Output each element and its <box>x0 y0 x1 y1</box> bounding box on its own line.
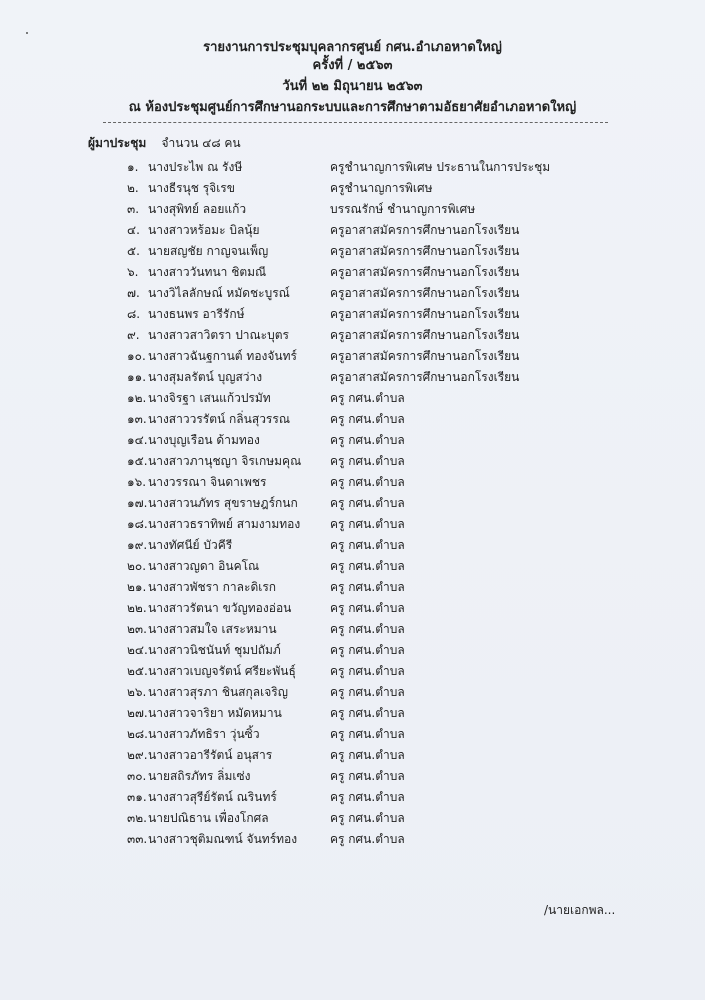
attendee-name: นางสาวภัทธิรา วุ่นซิ้ว <box>148 727 260 741</box>
attendee-row <box>0 788 705 809</box>
attendee-role: ครู กศน.ตำบล <box>330 811 405 825</box>
attendee-row <box>0 830 705 851</box>
attendee-name: นางสาวอารีรัตน์ อนุสาร <box>148 748 273 762</box>
attendee-row <box>0 368 705 389</box>
attendee-number: ๓. <box>127 202 140 216</box>
attendee-row <box>0 389 705 410</box>
attendee-row <box>0 641 705 662</box>
attendee-row <box>0 473 705 494</box>
attendee-role: ครู กศน.ตำบล <box>330 685 405 699</box>
attendee-number: ๒๕. <box>127 664 148 678</box>
attendee-number: ๒๑. <box>127 580 147 594</box>
attendee-number: ๒๔. <box>127 643 148 657</box>
attendee-row <box>0 221 705 242</box>
attendee-role: ครู กศน.ตำบล <box>330 517 405 531</box>
scan-speck <box>26 32 28 34</box>
attendee-role: ครูอาสาสมัครการศึกษานอกโรงเรียน <box>330 286 520 300</box>
attendee-role: ครู กศน.ตำบล <box>330 391 405 405</box>
attendee-number: ๓๑. <box>127 790 147 804</box>
attendee-name: นางทัศนีย์ บัวคีรี <box>148 538 233 552</box>
attendee-name: นางสาวญดา อินคโณ <box>148 559 260 573</box>
attendee-name: นางสาวชุติมณฑน์ จันทร์ทอง <box>148 832 298 846</box>
attendee-name: นางสาวสุรีย์รัตน์ ณรินทร์ <box>148 790 277 804</box>
attendee-row <box>0 809 705 830</box>
attendee-row <box>0 452 705 473</box>
attendee-number: ๑๖. <box>127 475 147 489</box>
attendee-row <box>0 599 705 620</box>
attendee-row <box>0 305 705 326</box>
attendee-role: ครู กศน.ตำบล <box>330 559 405 573</box>
attendee-name: นางสาวสาวิตรา ปาณะบุตร <box>148 328 289 342</box>
attendee-number: ๖. <box>127 265 139 279</box>
attendee-row <box>0 767 705 788</box>
attendee-role: ครู กศน.ตำบล <box>330 496 405 510</box>
attendee-row <box>0 578 705 599</box>
attendee-role: ครู กศน.ตำบล <box>330 832 405 846</box>
attendee-name: นางสุพิทย์ ลอยแก้ว <box>148 202 247 216</box>
report-title: รายงานการประชุมบุคลากรศูนย์ กศน.อำเภอหาดใหญ่ <box>203 40 502 55</box>
attendees-count: จำนวน ๔๘ คน <box>161 136 241 150</box>
attendee-role: ครู กศน.ตำบล <box>330 580 405 594</box>
attendee-name: นางสาวนภัทร สุขราษฎร์กนก <box>148 496 298 510</box>
attendee-role: ครูอาสาสมัครการศึกษานอกโรงเรียน <box>330 328 520 342</box>
meeting-date: วันที่ ๒๒ มิถุนายน ๒๕๖๓ <box>282 79 423 94</box>
attendees-label: ผู้มาประชุม <box>88 136 147 150</box>
attendee-row <box>0 347 705 368</box>
attendee-role: ครู กศน.ตำบล <box>330 664 405 678</box>
attendee-row <box>0 725 705 746</box>
attendee-name: นางสาวนิชนันท์ ชุมปถัมภ์ <box>148 643 281 657</box>
attendee-role: ครู กศน.ตำบล <box>330 601 405 615</box>
attendee-role: บรรณรักษ์ ชำนาญการพิเศษ <box>330 202 476 216</box>
attendee-role: ครู กศน.ตำบล <box>330 412 405 426</box>
attendee-row <box>0 326 705 347</box>
attendee-name: นางสาวสุรภา ชินสกุลเจริญ <box>148 685 288 699</box>
attendee-number: ๑๘. <box>127 517 148 531</box>
attendee-name: นางสาววรรัตน์ กลิ่นสุวรรณ <box>148 412 290 426</box>
attendee-role: ครู กศน.ตำบล <box>330 454 405 468</box>
attendee-row <box>0 158 705 179</box>
attendee-name: นางบุญเรือน ด้ามทอง <box>148 433 260 447</box>
attendee-number: ๒๓. <box>127 622 147 636</box>
attendee-number: ๑๐. <box>127 349 146 363</box>
attendee-row <box>0 179 705 200</box>
attendee-number: ๕. <box>127 244 140 258</box>
attendee-name: นางสาวรัตนา ขวัญทองอ่อน <box>148 601 292 615</box>
attendee-name: นางสาวเบญจรัตน์ ศรียะพันธุ์ <box>148 664 296 678</box>
attendee-row <box>0 515 705 536</box>
attendee-name: นางธนพร อารีรักษ์ <box>148 307 245 321</box>
attendee-number: ๘. <box>127 307 141 321</box>
attendee-number: ๒. <box>127 181 139 195</box>
attendees-heading <box>88 134 241 153</box>
attendee-number: ๑๔. <box>127 433 148 447</box>
attendee-role: ครูอาสาสมัครการศึกษานอกโรงเรียน <box>330 244 520 258</box>
attendee-name: นางสาวพัชรา กาละดิเรก <box>148 580 277 594</box>
attendee-number: ๑๒. <box>127 391 147 405</box>
attendee-role: ครู กศน.ตำบล <box>330 622 405 636</box>
attendee-name: นางวิไลลักษณ์ หมัดชะบูรณ์ <box>148 286 290 300</box>
continuation-note: /นายเอกพล... <box>544 903 616 917</box>
attendee-role: ครูอาสาสมัครการศึกษานอกโรงเรียน <box>330 370 520 384</box>
attendee-name: นางสาวจาริยา หมัดหมาน <box>148 706 282 720</box>
attendee-name: นางสุมลรัตน์ บุญสว่าง <box>148 370 263 384</box>
attendee-role: ครู กศน.ตำบล <box>330 538 405 552</box>
attendee-role: ครู กศน.ตำบล <box>330 706 405 720</box>
attendee-role: ครู กศน.ตำบล <box>330 433 405 447</box>
attendee-number: ๓๓. <box>127 832 148 846</box>
attendee-number: ๒๐. <box>127 559 147 573</box>
attendee-row <box>0 200 705 221</box>
attendee-row <box>0 494 705 515</box>
attendee-name: นางจิรฐา เสนแก้วปรมัท <box>148 391 271 405</box>
attendee-number: ๙. <box>127 328 140 342</box>
attendee-row <box>0 263 705 284</box>
meeting-location: ณ ห้องประชุมศูนย์การศึกษานอกระบบและการศึกษาตามอัธยาศัยอำเภอหาดใหญ่ <box>128 100 577 115</box>
attendee-number: ๒๗. <box>127 706 148 720</box>
attendee-name: นางสาวธราทิพย์ สามงามทอง <box>148 517 301 531</box>
attendee-number: ๑๗. <box>127 496 148 510</box>
attendee-role: ครู กศน.ตำบล <box>330 727 405 741</box>
attendee-row <box>0 620 705 641</box>
attendee-role: ครู กศน.ตำบล <box>330 643 405 657</box>
attendee-row <box>0 746 705 767</box>
attendee-row <box>0 557 705 578</box>
attendee-number: ๑๙. <box>127 538 148 552</box>
attendee-name: นางสาวสมใจ เสระหมาน <box>148 622 277 636</box>
attendee-row <box>0 536 705 557</box>
attendee-name: นางธีรนุช รุจิเรข <box>148 181 235 195</box>
attendee-number: ๓๐. <box>127 769 147 783</box>
attendee-name: นางสาวหร้อมะ บิลนุ้ย <box>148 223 260 237</box>
attendee-role: ครู กศน.ตำบล <box>330 475 405 489</box>
dashed-divider <box>103 122 608 123</box>
attendee-name: นายปณิธาน เพื่องโกศล <box>148 811 269 825</box>
attendee-role: ครูอาสาสมัครการศึกษานอกโรงเรียน <box>330 223 520 237</box>
attendee-number: ๒๘. <box>127 727 148 741</box>
attendee-row <box>0 284 705 305</box>
attendee-role: ครู กศน.ตำบล <box>330 790 405 804</box>
attendee-role: ครู กศน.ตำบล <box>330 748 405 762</box>
attendee-number: ๑๑. <box>127 370 147 384</box>
attendee-row <box>0 431 705 452</box>
attendee-number: ๒๖. <box>127 685 147 699</box>
attendee-number: ๑๕. <box>127 454 148 468</box>
attendee-name: นางสาวภานุชญา จิรเกษมคุณ <box>148 454 302 468</box>
attendee-row <box>0 410 705 431</box>
attendee-number: ๗. <box>127 286 140 300</box>
attendee-role: ครูอาสาสมัครการศึกษานอกโรงเรียน <box>330 307 520 321</box>
attendee-number: ๔. <box>127 223 140 237</box>
attendee-role: ครูชำนาญการพิเศษ ประธานในการประชุม <box>330 160 551 174</box>
attendee-name: นางวรรณา จินดาเพชร <box>148 475 267 489</box>
attendee-row <box>0 662 705 683</box>
attendee-number: ๑. <box>127 160 139 174</box>
attendee-number: ๑๓. <box>127 412 147 426</box>
attendee-role: ครูชำนาญการพิเศษ <box>330 181 433 195</box>
attendee-row <box>0 683 705 704</box>
attendee-role: ครูอาสาสมัครการศึกษานอกโรงเรียน <box>330 265 520 279</box>
attendee-role: ครูอาสาสมัครการศึกษานอกโรงเรียน <box>330 349 520 363</box>
attendee-number: ๓๒. <box>127 811 147 825</box>
attendee-name: นายสญชัย กาญจนเพ็ญ <box>148 244 269 258</box>
attendee-number: ๒๒. <box>127 601 147 615</box>
attendee-name: นางประไพ ณ รังษี <box>148 160 243 174</box>
attendee-number: ๒๙. <box>127 748 148 762</box>
attendee-role: ครู กศน.ตำบล <box>330 769 405 783</box>
attendee-row <box>0 242 705 263</box>
attendee-name: นางสาววันทนา ชิตมณี <box>148 265 267 279</box>
attendee-row <box>0 704 705 725</box>
meeting-number: ครั้งที่ / ๒๕๖๓ <box>312 58 393 73</box>
attendee-name: นายสถิรภัทร ลิ่มเซ่ง <box>148 769 251 783</box>
attendee-name: นางสาวฉันฐกานต์ ทองจันทร์ <box>148 349 297 363</box>
